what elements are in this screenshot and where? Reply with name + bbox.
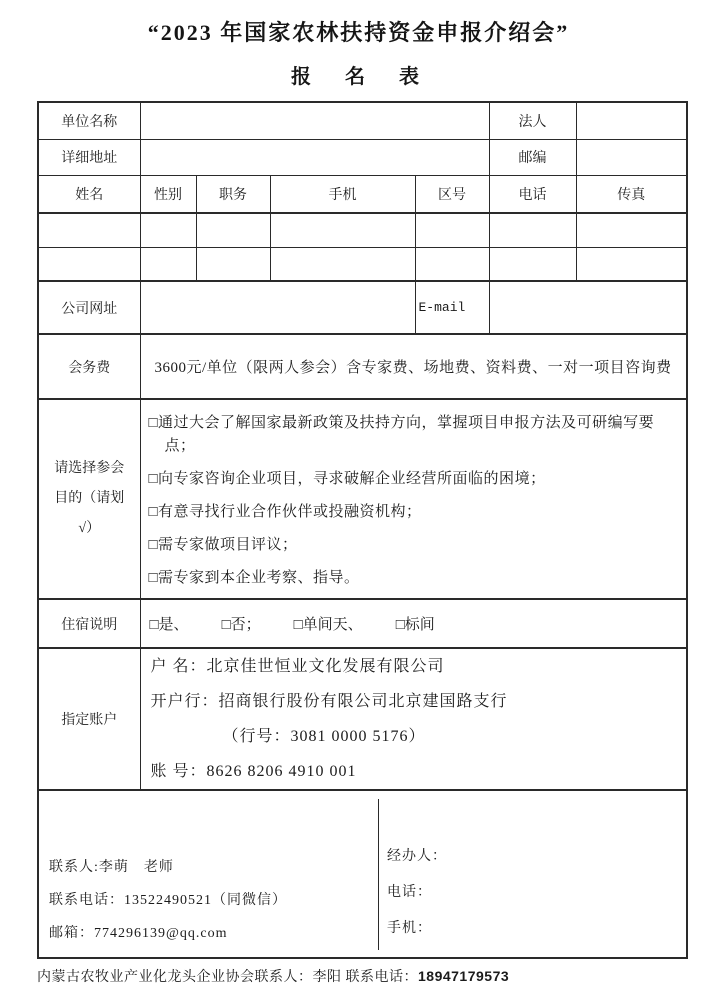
page-subtitle: 报 名 表 <box>291 66 426 88</box>
header-gender: 性别 <box>140 175 196 213</box>
purpose-label-line3: √） <box>78 521 101 536</box>
contact-row <box>38 790 687 958</box>
account-number: 账 号：8626 8206 4910 001 <box>150 763 357 780</box>
contact-email: 邮箱：774296139@qq.com <box>49 925 228 941</box>
header-fax: 传真 <box>576 175 687 213</box>
account-label: 指定账户 <box>38 648 140 790</box>
account-holder-name: 户 名：北京佳世恒业文化发展有限公司 <box>150 658 445 675</box>
address-input[interactable] <box>140 139 489 175</box>
organizer-contact-block <box>39 799 379 950</box>
accommodation-option-checkbox[interactable]: □是、 <box>149 617 189 633</box>
purpose-option-checkbox[interactable]: □通过大会了解国家最新政策及扶持方向，掌握项目申报方法及可研编写要点； <box>148 415 655 454</box>
header-mobile: 手机 <box>270 175 415 213</box>
purpose-option-checkbox[interactable]: □向专家咨询企业项目，寻求破解企业经营所面临的困境； <box>148 471 546 487</box>
unit-row <box>38 102 687 139</box>
attendee-row-1 <box>38 213 687 247</box>
address-row <box>38 139 687 175</box>
entry-cell[interactable] <box>38 247 140 281</box>
purpose-option-checkbox[interactable]: □有意寻找行业合作伙伴或投融资机构； <box>148 504 422 520</box>
agent-mobile-field[interactable]: 手机： <box>387 920 432 936</box>
accommodation-option-checkbox[interactable]: □否； <box>221 617 261 633</box>
entry-cell[interactable] <box>576 213 687 247</box>
entry-cell[interactable] <box>270 247 415 281</box>
account-details-cell <box>140 648 687 790</box>
accommodation-label: 住宿说明 <box>38 599 140 648</box>
entry-cell[interactable] <box>270 213 415 247</box>
agent-phone-field[interactable]: 电话： <box>387 884 432 900</box>
header-phone: 电话 <box>489 175 576 213</box>
agent-name-field[interactable]: 经办人： <box>387 848 447 864</box>
website-row <box>38 281 687 334</box>
purpose-options-cell <box>140 399 687 599</box>
legal-person-input[interactable] <box>576 102 687 139</box>
purpose-label-line1: 请选择参会 <box>54 461 125 476</box>
entry-cell[interactable] <box>196 213 270 247</box>
header-name: 姓名 <box>38 175 140 213</box>
entry-cell[interactable] <box>196 247 270 281</box>
entry-cell[interactable] <box>489 247 576 281</box>
accommodation-row <box>38 599 687 648</box>
registration-table <box>37 101 688 959</box>
email-input[interactable] <box>489 281 687 334</box>
legal-person-label: 法人 <box>489 102 576 139</box>
entry-cell[interactable] <box>140 213 196 247</box>
address-label: 详细地址 <box>38 139 140 175</box>
attendee-header-row <box>38 175 687 213</box>
entry-cell[interactable] <box>489 213 576 247</box>
purpose-option-checkbox[interactable]: □需专家做项目评议； <box>148 537 298 553</box>
account-bank-code: （行号：3081 0000 5176） <box>222 728 426 745</box>
entry-cell[interactable] <box>576 247 687 281</box>
contact-cell <box>38 790 687 958</box>
page-title: “2023 年国家农林扶持资金申报介绍会” <box>147 20 570 45</box>
entry-cell[interactable] <box>140 247 196 281</box>
applicant-contact-block <box>379 799 686 950</box>
zipcode-input[interactable] <box>576 139 687 175</box>
website-input[interactable] <box>140 281 415 334</box>
attendee-row-2 <box>38 247 687 281</box>
entry-cell[interactable] <box>415 213 489 247</box>
unit-name-input[interactable] <box>140 102 489 139</box>
footer-phone-number: 18947179573 <box>418 968 510 984</box>
footer-note <box>37 966 717 986</box>
contact-person: 联系人:李萌 老师 <box>49 859 174 875</box>
accommodation-option-checkbox[interactable]: □单间天、 <box>293 617 363 633</box>
account-row <box>38 648 687 790</box>
entry-cell[interactable] <box>415 247 489 281</box>
purpose-label <box>38 399 140 599</box>
unit-name-label: 单位名称 <box>38 102 140 139</box>
fee-description <box>140 334 687 399</box>
header-job-title: 职务 <box>196 175 270 213</box>
entry-cell[interactable] <box>38 213 140 247</box>
accommodation-option-checkbox[interactable]: □标间 <box>395 617 435 633</box>
email-label: E-mail <box>415 281 489 334</box>
fee-label: 会务费 <box>38 334 140 399</box>
accommodation-options <box>141 613 687 634</box>
footer-text: 内蒙古农牧业产业化龙头企业协会联系人：李阳 联系电话： <box>37 970 418 985</box>
purpose-option-checkbox[interactable]: □需专家到本企业考察、指导。 <box>148 570 360 586</box>
fee-row <box>38 334 687 399</box>
fee-text: 3600元/单位（限两人参会）含专家费、场地费、资料费、一对一项目咨询费 <box>154 360 672 376</box>
purpose-row <box>38 399 687 599</box>
purpose-label-line2: 目的（请划 <box>54 491 125 506</box>
contact-phone: 联系电话：13522490521（同微信） <box>49 892 287 908</box>
zipcode-label: 邮编 <box>489 139 576 175</box>
header-area-code: 区号 <box>415 175 489 213</box>
contact-columns <box>39 799 686 950</box>
account-bank-name: 开户行：招商银行股份有限公司北京建国路支行 <box>150 693 508 710</box>
account-details <box>141 649 687 789</box>
purpose-options-list <box>141 400 687 598</box>
website-label: 公司网址 <box>38 281 140 334</box>
accommodation-options-cell <box>140 599 687 648</box>
